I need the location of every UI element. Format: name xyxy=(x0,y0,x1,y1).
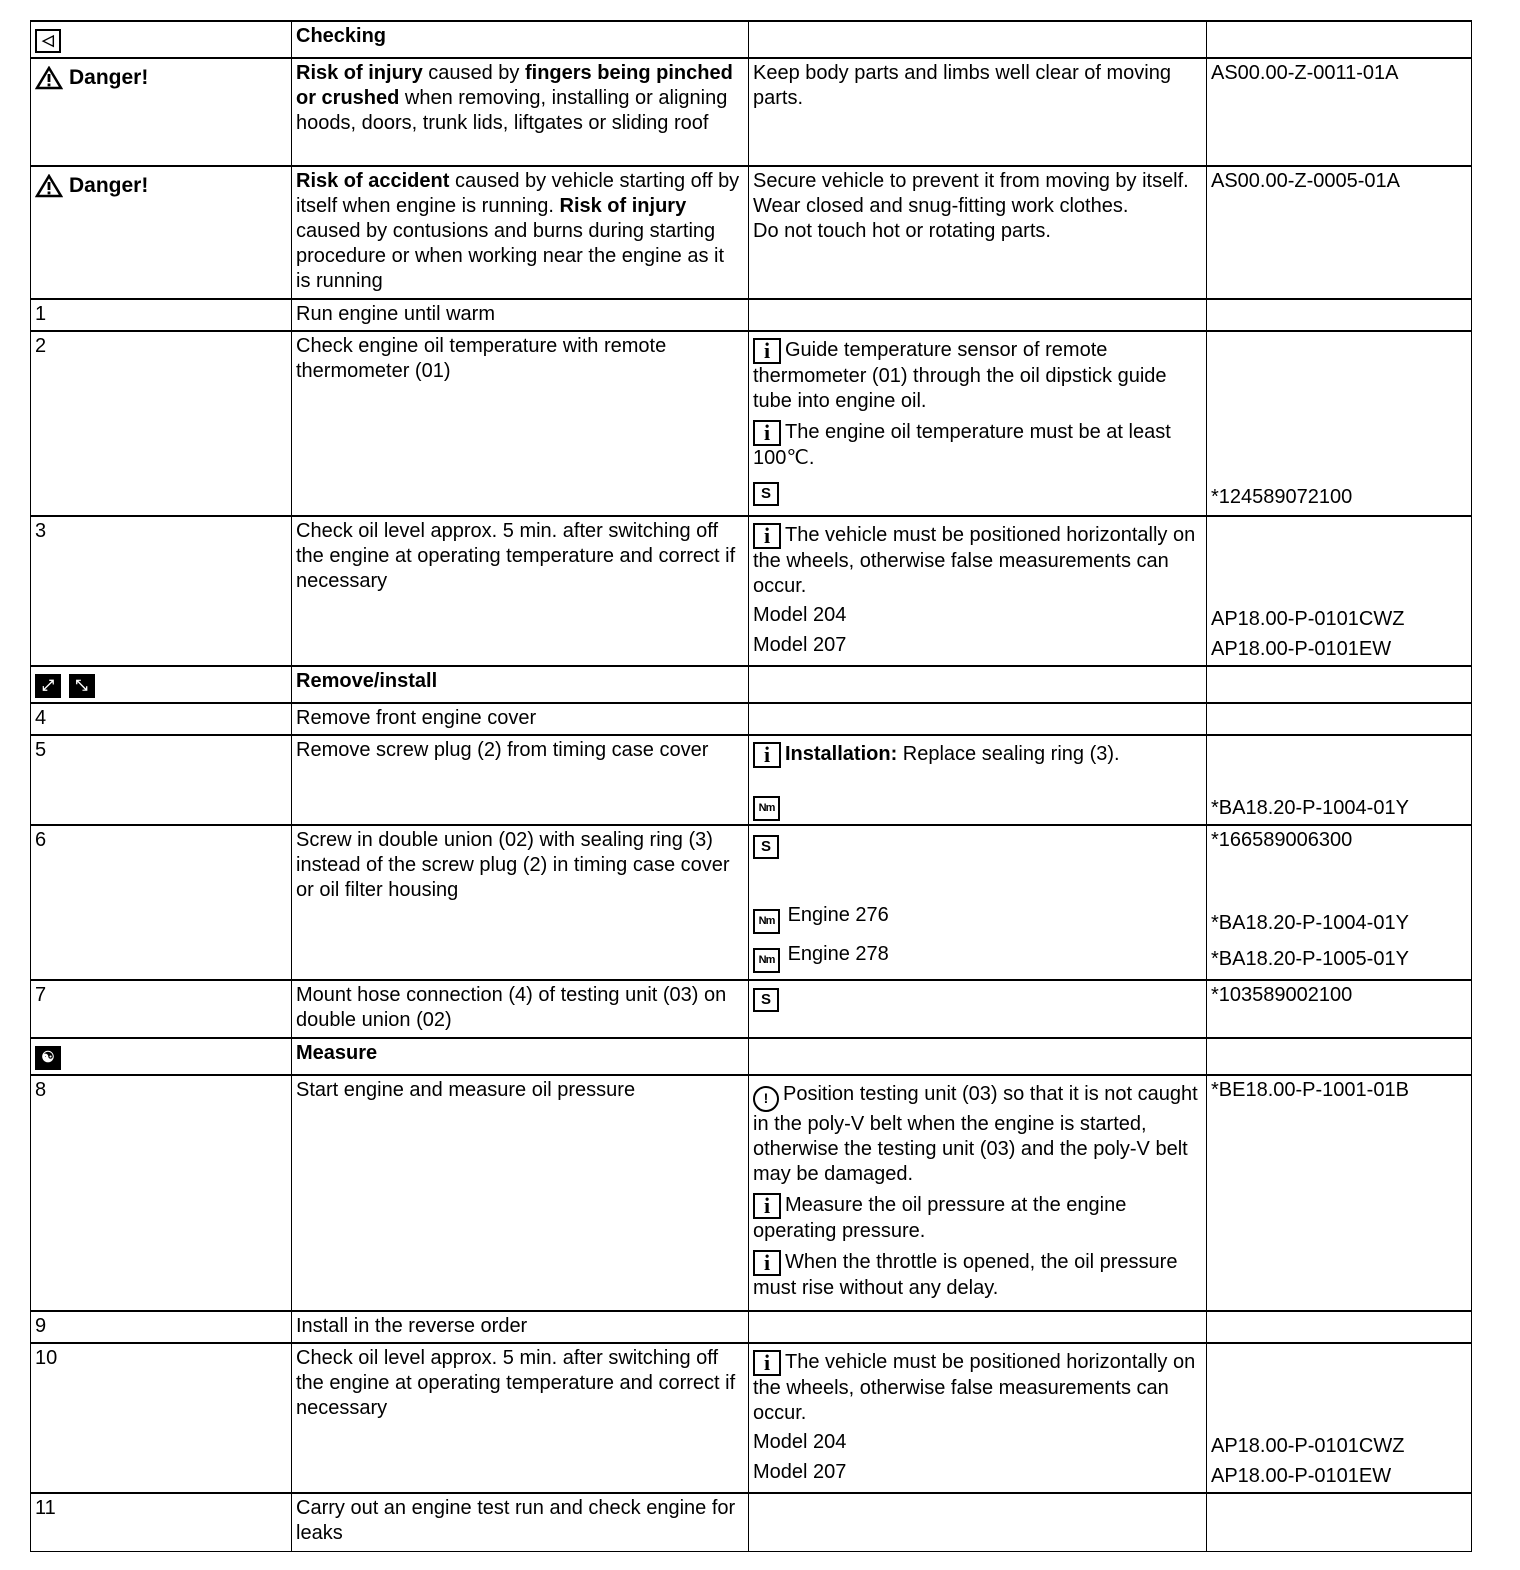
document-reference[interactable]: *BE18.00-P-1001-01B xyxy=(1211,1079,1409,1101)
torque-icon: Nm xyxy=(753,796,780,821)
note-icon: ! xyxy=(753,1086,779,1112)
torque-reference[interactable]: *BA18.20-P-1004-01Y xyxy=(1211,912,1409,934)
step-text: Start engine and measure oil pressure xyxy=(292,1075,749,1311)
step-row xyxy=(31,735,1472,825)
info-icon: i xyxy=(753,742,781,768)
step-text: Check engine oil temperature with remote thermometer (01) xyxy=(292,331,749,516)
step-text: Run engine until warm xyxy=(292,299,749,331)
step-row xyxy=(31,331,1472,516)
info-icon: i xyxy=(753,1193,781,1219)
torque-reference[interactable]: *BA18.20-P-1004-01Y xyxy=(1211,797,1409,819)
step-number: 3 xyxy=(31,516,292,666)
step-text: Check oil level approx. 5 min. after switching off the engine at operating temperature and correct if necessary xyxy=(292,1343,749,1493)
section-row-measure xyxy=(31,1038,1472,1075)
tool-reference[interactable]: *103589002100 xyxy=(1211,984,1353,1006)
step-number: 2 xyxy=(31,331,292,516)
model-reference[interactable]: AP18.00-P-0101EW xyxy=(1211,1465,1392,1487)
danger-label: Danger! xyxy=(35,65,148,90)
section-row-remove-install xyxy=(31,666,1472,703)
model-reference[interactable]: AP18.00-P-0101EW xyxy=(1211,638,1392,660)
step-number: 5 xyxy=(31,735,292,825)
step-row xyxy=(31,299,1472,331)
model-reference[interactable]: AP18.00-P-0101CWZ xyxy=(1211,1435,1405,1457)
step-text: Mount hose connection (4) of testing unit (03) on double union (02) xyxy=(292,980,749,1038)
info-icon: i xyxy=(753,420,781,446)
step-notes: i The vehicle must be positioned horizontally on the wheels, otherwise false measurements can occur. Model 204 Model 207 xyxy=(749,1343,1207,1493)
torque-icon: Nm xyxy=(753,948,780,973)
step-number: 7 xyxy=(31,980,292,1038)
special-tool-icon: S xyxy=(753,482,779,506)
measure-icon: ☯ xyxy=(35,1046,61,1070)
step-number: 1 xyxy=(31,299,292,331)
section-title: Measure xyxy=(292,1038,749,1075)
procedure-table xyxy=(30,20,1472,1552)
remove-icon: ⤢ xyxy=(35,674,61,698)
section-title: Remove/install xyxy=(292,666,749,703)
tool-reference[interactable]: *124589072100 xyxy=(1211,486,1353,508)
step-row xyxy=(31,1075,1472,1311)
step-notes: S Nm Engine 276 Nm Engine 278 xyxy=(749,825,1207,980)
special-tool-icon: S xyxy=(753,988,779,1012)
section-icon-cell xyxy=(31,21,292,58)
step-text: Remove front engine cover xyxy=(292,703,749,735)
special-tool-icon: S xyxy=(753,835,779,859)
step-text: Carry out an engine test run and check engine for leaks xyxy=(292,1493,749,1551)
step-row xyxy=(31,980,1472,1038)
step-text: Check oil level approx. 5 min. after switching off the engine at operating temperature and correct if necessary xyxy=(292,516,749,666)
step-text: Install in the reverse order xyxy=(292,1311,749,1343)
danger-row xyxy=(31,58,1472,166)
info-icon: i xyxy=(753,523,781,549)
step-number: 4 xyxy=(31,703,292,735)
tool-reference[interactable]: *166589006300 xyxy=(1211,829,1353,851)
protective-measure: Keep body parts and limbs well clear of moving parts. xyxy=(749,58,1207,166)
step-number: 6 xyxy=(31,825,292,980)
step-notes: i Guide temperature sensor of remote thermometer (01) through the oil dipstick guide tube into engine oil. i The engine oil temperature must be at least 100℃. S xyxy=(749,331,1207,516)
info-icon: i xyxy=(753,1250,781,1276)
risk-description: Risk of accident caused by vehicle starting off by itself when engine is running. Risk of injury caused by contusions and burns during starting procedure or when working near the engine as it is running xyxy=(292,166,749,299)
torque-icon: Nm xyxy=(753,909,780,934)
torque-reference[interactable]: *BA18.20-P-1005-01Y xyxy=(1211,948,1409,970)
step-row xyxy=(31,516,1472,666)
step-number: 8 xyxy=(31,1075,292,1311)
step-text: Remove screw plug (2) from timing case cover xyxy=(292,735,749,825)
danger-row xyxy=(31,166,1472,299)
document-reference[interactable]: AS00.00-Z-0005-01A xyxy=(1207,166,1472,299)
step-number: 11 xyxy=(31,1493,292,1551)
install-icon: ⤡ xyxy=(69,674,95,698)
warning-triangle-icon xyxy=(35,66,63,90)
step-notes: i Installation: Replace sealing ring (3). Nm xyxy=(749,735,1207,825)
step-row xyxy=(31,703,1472,735)
section-title: Checking xyxy=(292,21,749,58)
checking-icon: ◁ xyxy=(35,29,61,53)
step-row xyxy=(31,1343,1472,1493)
danger-label: Danger! xyxy=(35,173,148,198)
step-text: Screw in double union (02) with sealing ring (3) instead of the screw plug (2) in timing case cover or oil filter housing xyxy=(292,825,749,980)
step-row xyxy=(31,1493,1472,1551)
warning-triangle-icon xyxy=(35,174,63,198)
model-reference[interactable]: AP18.00-P-0101CWZ xyxy=(1211,608,1405,630)
info-icon: i xyxy=(753,338,781,364)
step-row xyxy=(31,825,1472,980)
info-icon: i xyxy=(753,1350,781,1376)
step-notes: ! Position testing unit (03) so that it is not caught in the poly-V belt when the engine is started, otherwise the testing unit (03) and the poly-V belt may be damaged. i Measure the oil pressure at the engine operating pressure. i When the throttle is opened, the oil pressure must rise without any delay. xyxy=(749,1075,1207,1311)
step-notes: i The vehicle must be positioned horizontally on the wheels, otherwise false measurements can occur. Model 204 Model 207 xyxy=(749,516,1207,666)
step-number: 10 xyxy=(31,1343,292,1493)
section-row-checking xyxy=(31,21,1472,58)
document-reference[interactable]: AS00.00-Z-0011-01A xyxy=(1207,58,1472,166)
risk-description: Risk of injury caused by fingers being pinched or crushed when removing, installing or aligning hoods, doors, trunk lids, liftgates or sliding roof xyxy=(292,58,749,166)
step-number: 9 xyxy=(31,1311,292,1343)
step-row xyxy=(31,1311,1472,1343)
protective-measure: Secure vehicle to prevent it from moving by itself. Wear closed and snug-fitting work clothes. Do not touch hot or rotating parts. xyxy=(749,166,1207,299)
